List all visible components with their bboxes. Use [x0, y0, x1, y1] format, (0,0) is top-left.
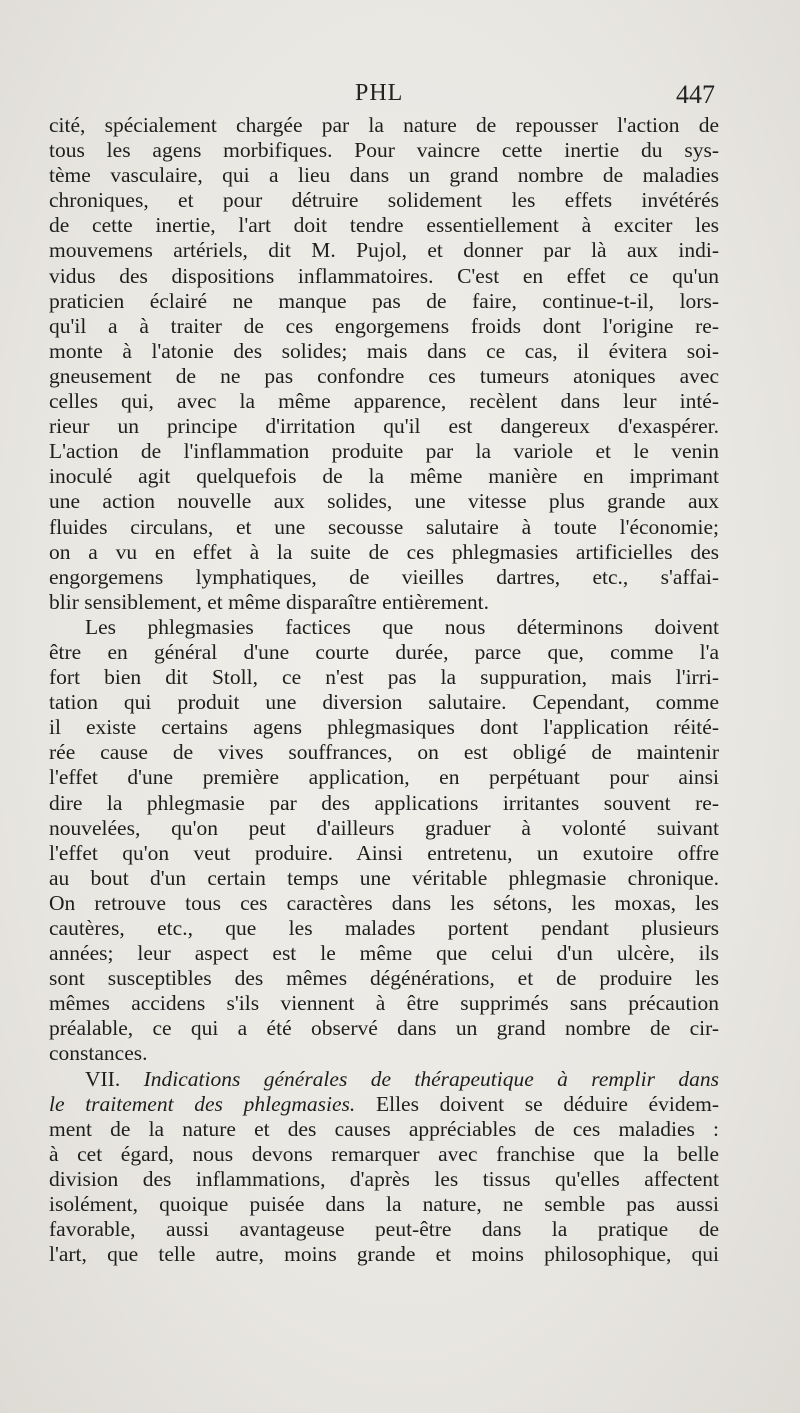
line-text: L'action de l'inflammation produite par la variole et le venin — [49, 439, 719, 464]
line-text: engorgemens lymphatiques, de vieilles dartres, etc., s'affai- — [49, 564, 719, 589]
line-text: Elles doivent se déduire évidem- — [355, 1091, 719, 1116]
line-text: isolément, quoique puisée dans la nature, ne semble pas aussi — [49, 1192, 719, 1217]
text-line — [49, 414, 719, 439]
line-text: tème vasculaire, qui a lieu dans un grand nombre de maladies — [49, 163, 719, 188]
line-text: tous les agens morbifiques. Pour vaincre cette inertie du sys- — [49, 138, 719, 163]
text-line — [49, 816, 719, 841]
text-line — [49, 540, 719, 565]
text-line — [49, 163, 719, 188]
line-text: cité, spécialement chargée par la nature de repousser l'action de — [49, 113, 719, 137]
text-line — [49, 113, 719, 138]
line-text: praticien éclairé ne manque pas de faire, continue-t-il, lors- — [49, 288, 719, 313]
line-text: fort bien dit Stoll, ce n'est pas la suppuration, mais l'irri- — [49, 665, 719, 690]
text-line — [49, 364, 719, 389]
line-text: favorable, aussi avantageuse peut-être dans la pratique de — [49, 1217, 719, 1242]
text-line — [49, 1217, 719, 1242]
line-text: blir sensiblement, et même disparaître entièrement. — [49, 589, 489, 614]
line-text: il existe certains agens phlegmasiques dont l'application réité- — [49, 715, 719, 740]
text-line — [49, 1192, 719, 1217]
line-text: l'art, que telle autre, moins grande et moins philosophique, qui — [49, 1242, 719, 1267]
text-line — [49, 665, 719, 690]
line-text: tation qui produit une diversion salutaire. Cependant, comme — [49, 690, 719, 715]
text-line — [49, 916, 719, 941]
line-text: qu'il a à traiter de ces engorgemens froids dont l'origine re- — [49, 313, 719, 338]
text-line — [49, 314, 719, 339]
line-text: préalable, ce qui a été observé dans un grand nombre de cir- — [49, 1016, 719, 1041]
line-text: Les phlegmasies factices que nous déterminons doivent — [85, 614, 719, 639]
line-text: une action nouvelle aux solides, une vitesse plus grande aux — [49, 489, 719, 514]
line-text: on a vu en effet à la suite de ces phlegmasies artificielles des — [49, 539, 719, 564]
line-text: l'effet qu'on veut produire. Ainsi entretenu, un exutoire offre — [49, 840, 719, 865]
text-line — [49, 791, 719, 816]
text-line — [49, 740, 719, 765]
line-text: années; leur aspect est le même que celui d'un ulcère, ils — [49, 941, 719, 966]
text-line — [49, 464, 719, 489]
text-line — [49, 565, 719, 590]
text-line — [49, 866, 719, 891]
text-line — [49, 188, 719, 213]
text-line — [49, 1117, 719, 1142]
italic-text: le traitement des phlegmasies. — [49, 1091, 356, 1116]
text-line — [49, 289, 719, 314]
text-line — [49, 991, 719, 1016]
text-line — [49, 213, 719, 238]
text-line — [49, 389, 719, 414]
line-text: ment de la nature et des causes appréciables de ces maladies : — [49, 1116, 719, 1141]
text-line — [49, 1092, 719, 1117]
text-line — [49, 640, 719, 665]
line-text: dire la phlegmasie par des applications irritantes souvent re- — [49, 790, 719, 815]
text-line — [49, 238, 719, 263]
italic-text: Indications générales de thérapeutique à remplir dans — [143, 1066, 719, 1091]
text-line — [49, 138, 719, 163]
line-text: rieur un principe d'irritation qu'il est dangereux d'exaspérer. — [49, 414, 719, 439]
text-line — [49, 1142, 719, 1167]
page-number: 447 — [676, 80, 715, 109]
page-header — [0, 74, 800, 114]
line-text: inoculé agit quelquefois de la même manière en imprimant — [49, 464, 719, 489]
text-line — [49, 489, 719, 514]
line-text: vidus des dispositions inflammatoires. C'est en effet ce qu'un — [49, 263, 719, 288]
text-line — [49, 941, 719, 966]
text-line — [49, 590, 719, 615]
line-text: VII. — [85, 1066, 144, 1091]
text-line — [49, 1016, 719, 1041]
line-text: sont susceptibles des mêmes dégénérations, et de produire les — [49, 966, 719, 991]
text-line — [49, 515, 719, 540]
line-text: mouvemens artériels, dit M. Pujol, et donner par là aux indi- — [49, 238, 719, 263]
text-line — [49, 1067, 719, 1092]
line-text: monte à l'atonie des solides; mais dans ce cas, il évitera soi- — [49, 338, 719, 363]
text-line — [49, 765, 719, 790]
line-text: rée cause de vives souffrances, on est obligé de maintenir — [49, 740, 719, 765]
line-text: gneusement de ne pas confondre ces tumeurs atoniques avec — [49, 363, 719, 388]
line-text: fluides circulans, et une secousse salutaire à toute l'économie; — [49, 514, 719, 539]
line-text: division des inflammations, d'après les tissus qu'elles affectent — [49, 1166, 719, 1191]
line-text: On retrouve tous ces caractères dans les sétons, les moxas, les — [49, 890, 719, 915]
text-line — [49, 1242, 719, 1267]
line-text: au bout d'un certain temps une véritable phlegmasie chronique. — [49, 865, 719, 890]
line-text: constances. — [49, 1041, 148, 1066]
text-line — [49, 339, 719, 364]
text-line — [49, 690, 719, 715]
body-text — [49, 113, 719, 1267]
line-text: mêmes accidens s'ils viennent à être supprimés sans précaution — [49, 991, 719, 1016]
line-text: nouvelées, qu'on peut d'ailleurs graduer à volonté suivant — [49, 815, 719, 840]
line-text: être en général d'une courte durée, parce que, comme l'a — [49, 639, 719, 664]
text-line — [49, 439, 719, 464]
line-text: cautères, etc., que les malades portent pendant plusieurs — [49, 916, 719, 940]
line-text: de cette inertie, l'art doit tendre essentiellement à exciter les — [49, 213, 719, 238]
line-text: l'effet d'une première application, en perpétuant pour ainsi — [49, 765, 719, 790]
line-text: à cet égard, nous devons remarquer avec franchise que la belle — [49, 1141, 719, 1166]
line-text: chroniques, et pour détruire solidement les effets invétérés — [49, 188, 719, 213]
text-line — [49, 615, 719, 640]
text-line — [49, 264, 719, 289]
text-line — [49, 841, 719, 866]
running-head: PHL — [355, 80, 404, 106]
text-line — [49, 1041, 719, 1066]
line-text: celles qui, avec la même apparence, recèlent dans leur inté- — [49, 389, 719, 414]
text-line — [49, 891, 719, 916]
text-line — [49, 1167, 719, 1192]
text-line — [49, 715, 719, 740]
text-line — [49, 966, 719, 991]
